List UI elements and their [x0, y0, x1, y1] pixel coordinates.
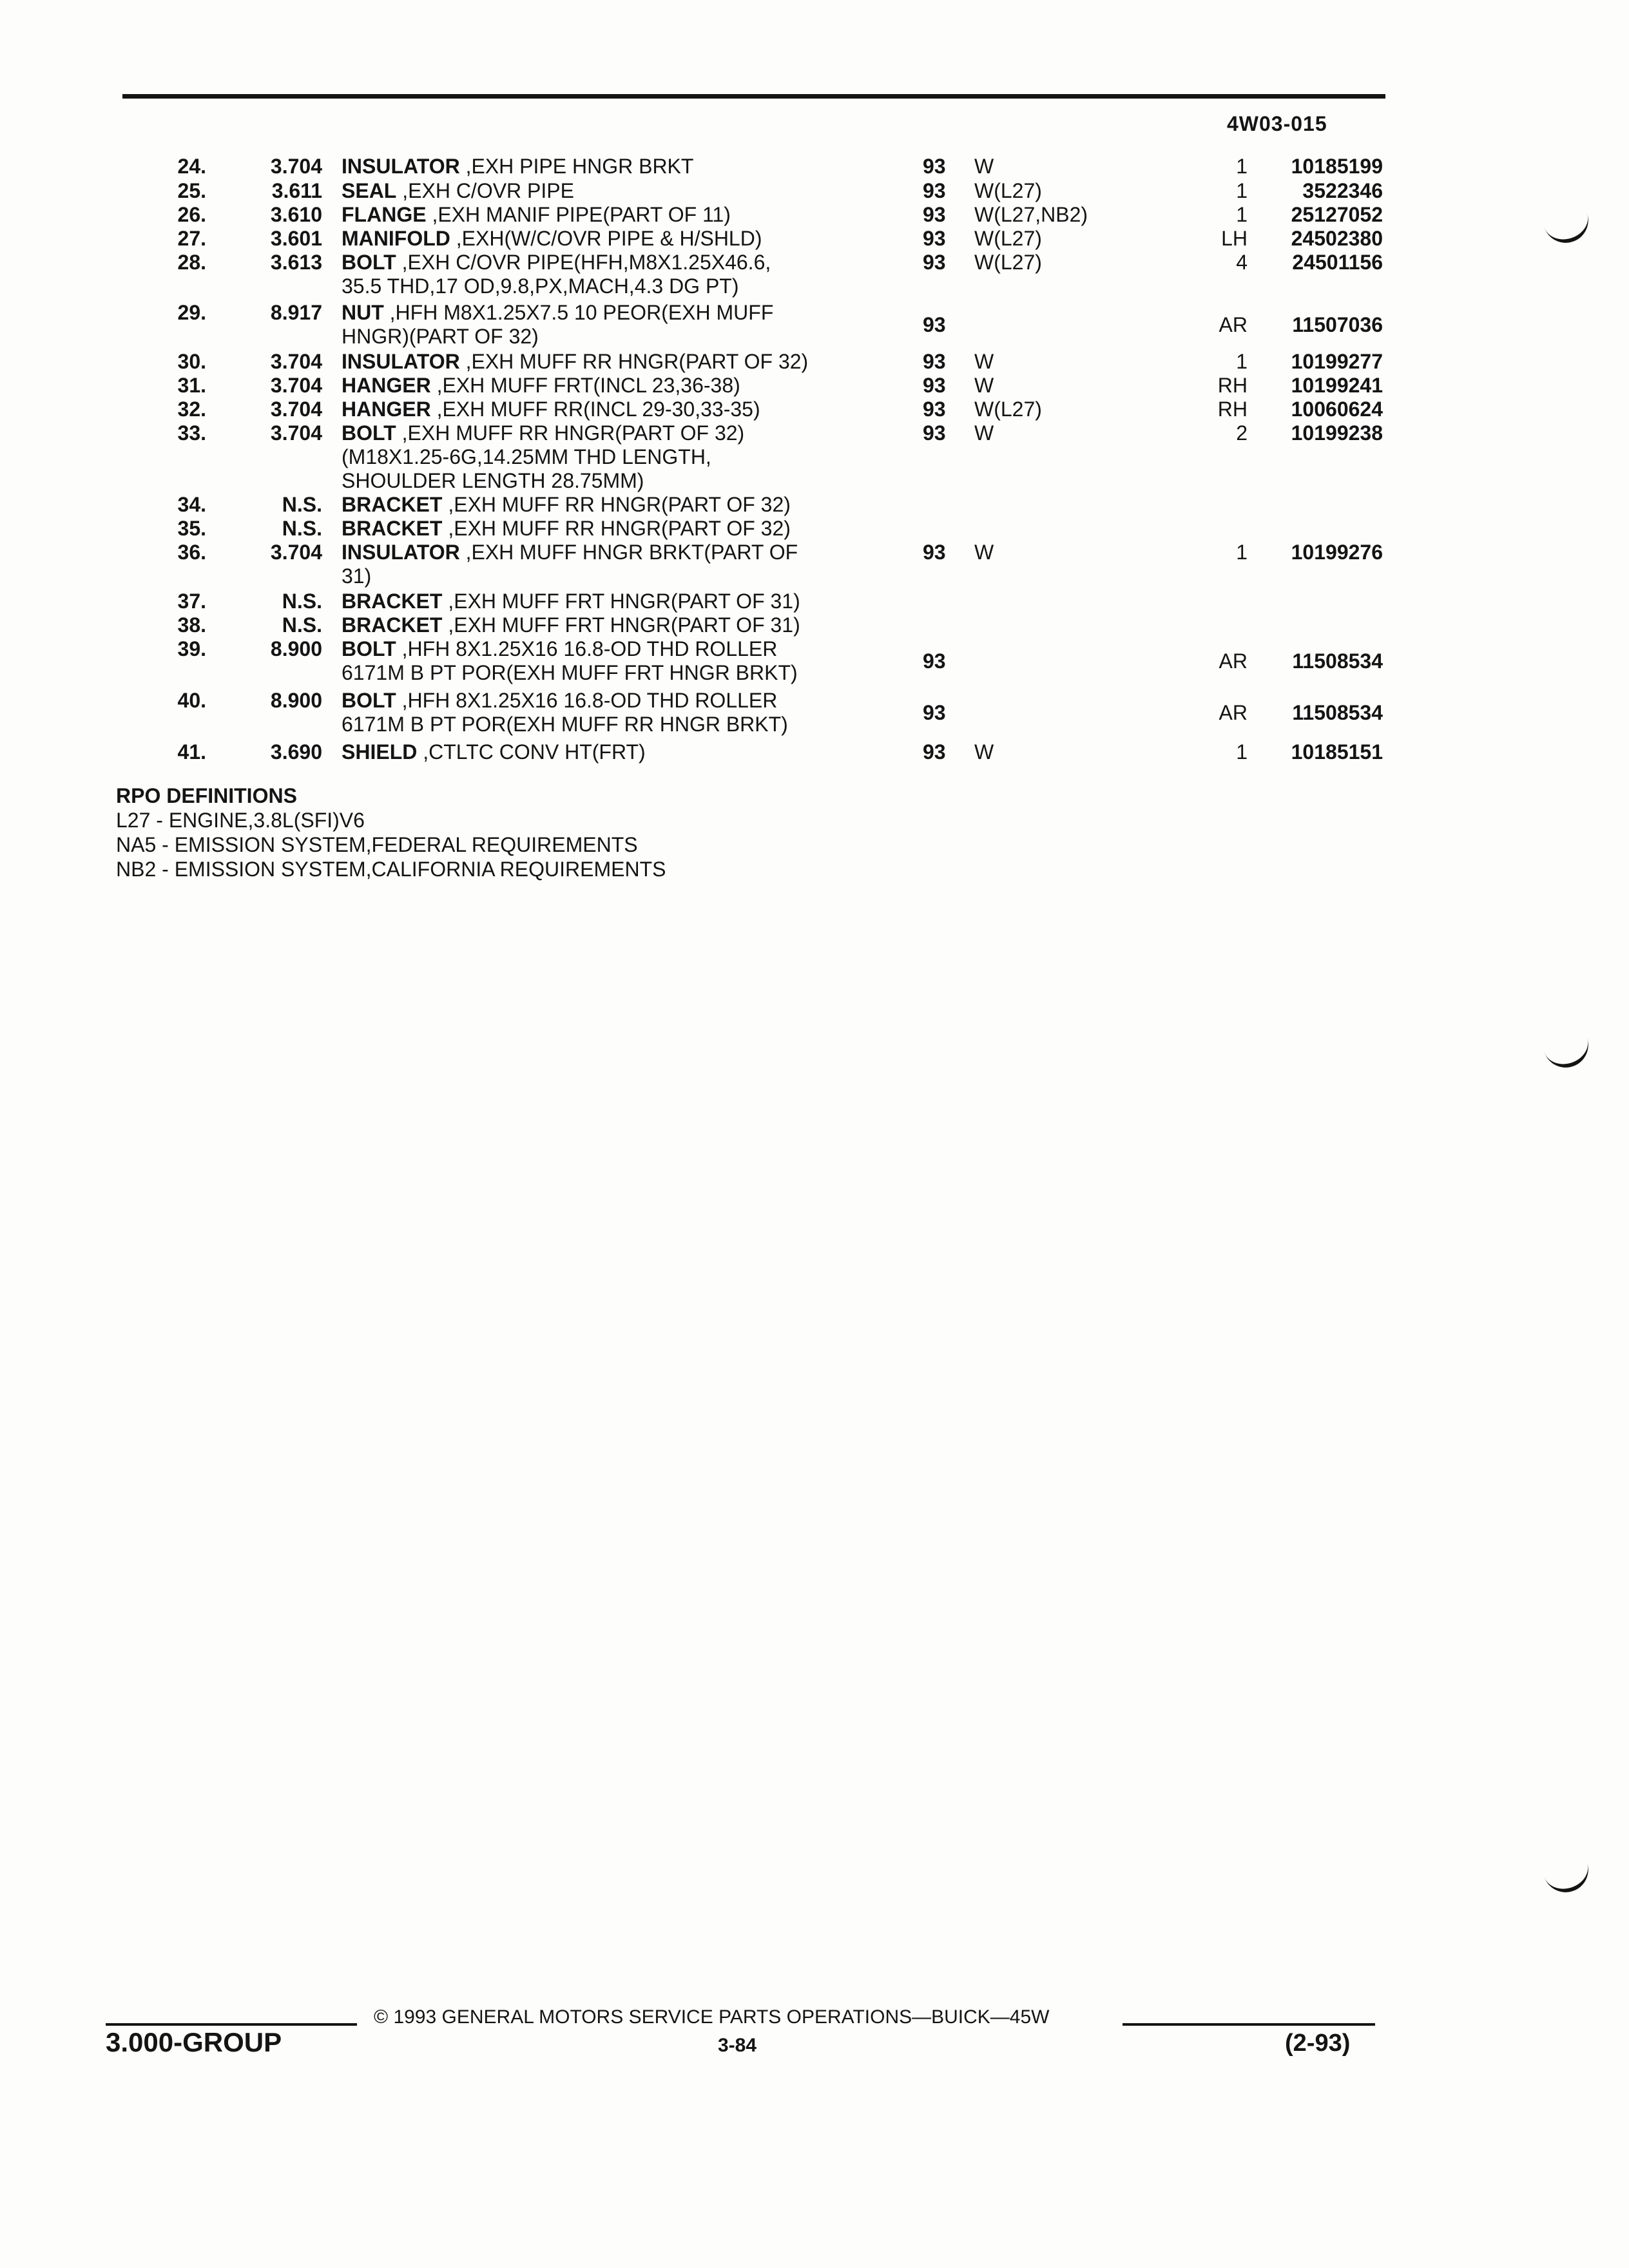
rpo-definition-item: L27 - ENGINE,3.8L(SFI)V6: [116, 809, 365, 832]
ref-number: 33.: [177, 421, 206, 445]
ref-number: 24.: [177, 155, 206, 178]
part-description: [342, 374, 740, 398]
description-line: [342, 689, 788, 713]
group-number: 3.704: [270, 350, 322, 373]
group-number: 8.917: [270, 301, 322, 324]
binder-hole-mark: [1544, 1037, 1594, 1073]
part-name: BRACKET: [342, 493, 443, 516]
group-number: 3.704: [270, 374, 322, 397]
part-row: [0, 251, 1629, 298]
part-name: BOLT: [342, 689, 396, 712]
rpo-code: W(L27): [974, 179, 1042, 202]
footer-rule-left: [106, 2023, 357, 2026]
part-number: 10185151: [1291, 740, 1383, 764]
part-row: [0, 301, 1629, 349]
part-row: [0, 398, 1629, 421]
part-name: BOLT: [342, 421, 396, 445]
part-row: [0, 350, 1629, 374]
quantity: RH: [1217, 374, 1248, 397]
model-year: 93: [923, 398, 946, 421]
group-number: 3.611: [271, 179, 322, 202]
description-line: [342, 517, 791, 541]
rpo-code: W: [974, 421, 994, 445]
part-description: [342, 179, 574, 203]
footer-rule-right: [1123, 2023, 1375, 2026]
part-description: [342, 251, 771, 298]
model-year: 93: [923, 251, 946, 274]
description-text: ,EXH C/OVR PIPE: [396, 179, 574, 202]
description-line: [342, 301, 773, 325]
description-line: [342, 350, 808, 374]
rpo-code: W(L27,NB2): [974, 203, 1088, 226]
group-number: 3.704: [270, 155, 322, 178]
part-name: BOLT: [342, 251, 396, 274]
part-description: [342, 155, 693, 178]
part-name: SEAL: [342, 179, 397, 202]
model-year: 93: [923, 541, 946, 564]
description-text: ,HFH 8X1.25X16 16.8-OD THD ROLLER: [396, 689, 778, 712]
model-year: 93: [923, 227, 946, 250]
description-line: [342, 541, 798, 564]
rpo-code: W: [974, 374, 994, 397]
part-description: [342, 689, 788, 736]
quantity: LH: [1221, 227, 1248, 250]
part-description: [342, 493, 791, 517]
part-row: [0, 493, 1629, 517]
ref-number: 29.: [177, 301, 206, 324]
description-line: [342, 227, 762, 251]
description-line: [342, 493, 791, 517]
part-description: [342, 203, 731, 227]
group-number: N.S.: [282, 590, 322, 613]
rpo-definition-item: NA5 - EMISSION SYSTEM,FEDERAL REQUIREMENTS: [116, 833, 638, 856]
description-line: [342, 590, 800, 613]
part-row: [0, 227, 1629, 251]
part-name: NUT: [342, 301, 384, 324]
ref-number: 31.: [177, 374, 206, 397]
part-name: FLANGE: [342, 203, 427, 226]
part-name: INSULATOR: [342, 155, 460, 178]
rpo-definitions-title: RPO DEFINITIONS: [116, 784, 297, 807]
rpo-code: W: [974, 155, 994, 178]
part-row: [0, 517, 1629, 541]
part-name: HANGER: [342, 374, 431, 397]
ref-number: 41.: [177, 740, 206, 764]
description-text: ,EXH MUFF FRT HNGR(PART OF 31): [442, 613, 800, 637]
quantity: 1: [1236, 350, 1248, 373]
part-name: BRACKET: [342, 590, 443, 613]
part-row: [0, 541, 1629, 588]
group-number: 3.704: [270, 398, 322, 421]
description-line: [342, 203, 731, 227]
description-line: [342, 613, 800, 637]
description-text: ,HFH 8X1.25X16 16.8-OD THD ROLLER: [396, 637, 778, 660]
rpo-definitions: [116, 783, 666, 881]
footer-revision: (2-93): [1285, 2030, 1351, 2057]
group-number: 8.900: [270, 689, 322, 712]
quantity: AR: [1219, 312, 1248, 336]
part-name: SHIELD: [342, 740, 418, 764]
model-year: 93: [923, 421, 946, 445]
part-number: 10060624: [1291, 398, 1383, 421]
description-line: [342, 740, 646, 764]
part-number: 10185199: [1291, 155, 1383, 178]
description-line: [342, 564, 798, 588]
description-text: ,EXH MUFF FRT(INCL 23,36-38): [430, 374, 740, 397]
rpo-code: W: [974, 541, 994, 564]
rpo-code: W: [974, 740, 994, 764]
group-number: 3.613: [270, 251, 322, 274]
description-text: 6171M B PT POR(EXH MUFF RR HNGR BRKT): [342, 713, 788, 736]
description-line: [342, 398, 760, 421]
part-row: [0, 203, 1629, 227]
part-row: [0, 155, 1629, 178]
description-text: (M18X1.25-6G,14.25MM THD LENGTH,: [342, 445, 711, 468]
ref-number: 26.: [177, 203, 206, 226]
model-year: 93: [923, 350, 946, 373]
group-number: 3.690: [270, 740, 322, 764]
ref-number: 39.: [177, 637, 206, 660]
ref-number: 34.: [177, 493, 206, 516]
part-row: [0, 613, 1629, 637]
part-name: INSULATOR: [342, 350, 460, 373]
rpo-code: W(L27): [974, 227, 1042, 250]
footer-copyright: © 1993 GENERAL MOTORS SERVICE PARTS OPERATIONS—BUICK—45W: [374, 2006, 1050, 2028]
description-line: [342, 374, 740, 398]
description-text: ,EXH MUFF RR HNGR(PART OF 32): [442, 493, 791, 516]
rpo-code: W: [974, 350, 994, 373]
description-text: 35.5 THD,17 OD,9.8,PX,MACH,4.3 DG PT): [342, 274, 739, 298]
part-number: 10199276: [1291, 541, 1383, 564]
description-text: ,CTLTC CONV HT(FRT): [417, 740, 646, 764]
description-line: [342, 421, 744, 445]
ref-number: 36.: [177, 541, 206, 564]
part-name: BOLT: [342, 637, 396, 660]
model-year: 93: [923, 155, 946, 178]
part-row: [0, 590, 1629, 613]
quantity: 1: [1236, 203, 1248, 226]
part-number: 24501156: [1292, 251, 1383, 274]
part-number: 11507036: [1292, 312, 1383, 336]
part-name: INSULATOR: [342, 541, 460, 564]
description-line: [342, 325, 773, 349]
part-name: BRACKET: [342, 517, 443, 540]
part-number: 10199238: [1291, 421, 1383, 445]
footer-group-label: 3.000-GROUP: [106, 2027, 282, 2057]
part-number: 11508534: [1292, 649, 1383, 673]
ref-number: 27.: [177, 227, 206, 250]
part-description: [342, 398, 760, 421]
description-text: ,EXH PIPE HNGR BRKT: [459, 155, 694, 178]
part-row: [0, 689, 1629, 736]
description-line: [342, 713, 788, 736]
part-description: [342, 637, 798, 685]
part-description: [342, 541, 798, 588]
model-year: 93: [923, 649, 946, 673]
quantity: 1: [1236, 179, 1248, 202]
ref-number: 25.: [177, 179, 206, 202]
part-number: 11508534: [1292, 700, 1383, 724]
ref-number: 28.: [177, 251, 206, 274]
part-number: 10199241: [1291, 374, 1383, 397]
description-text: 31): [342, 564, 372, 588]
ref-number: 37.: [177, 590, 206, 613]
top-rule: [122, 94, 1385, 99]
part-row: [0, 421, 1629, 493]
group-number: 3.610: [270, 203, 322, 226]
description-text: ,EXH MANIF PIPE(PART OF 11): [426, 203, 731, 226]
part-description: [342, 421, 744, 493]
quantity: RH: [1217, 398, 1248, 421]
description-line: [342, 155, 693, 178]
part-description: [342, 590, 800, 613]
description-text: ,EXH C/OVR PIPE(HFH,M8X1.25X46.6,: [396, 251, 771, 274]
quantity: 4: [1236, 251, 1248, 274]
description-text: ,EXH(W/C/OVR PIPE & H/SHLD): [450, 227, 762, 250]
part-row: [0, 179, 1629, 203]
description-line: [342, 637, 798, 661]
description-text: ,EXH MUFF FRT HNGR(PART OF 31): [442, 590, 800, 613]
model-year: 93: [923, 203, 946, 226]
group-number: 3.601: [270, 227, 322, 250]
part-description: [342, 613, 800, 637]
group-number: N.S.: [282, 613, 322, 637]
description-line: [342, 469, 744, 493]
ref-number: 35.: [177, 517, 206, 540]
quantity: AR: [1219, 700, 1248, 724]
part-description: [342, 227, 762, 251]
model-year: 93: [923, 740, 946, 764]
ref-number: 40.: [177, 689, 206, 712]
quantity: 2: [1236, 421, 1248, 445]
description-text: ,EXH MUFF RR(INCL 29-30,33-35): [430, 398, 760, 421]
part-number: 3522346: [1302, 179, 1383, 202]
ref-number: 30.: [177, 350, 206, 373]
ref-number: 32.: [177, 398, 206, 421]
group-number: N.S.: [282, 517, 322, 540]
group-number: 8.900: [270, 637, 322, 660]
part-number: 24502380: [1291, 227, 1383, 250]
part-name: MANIFOLD: [342, 227, 450, 250]
part-row: [0, 637, 1629, 685]
part-description: [342, 517, 791, 541]
quantity: AR: [1219, 649, 1248, 673]
binder-hole-mark: [1544, 1862, 1594, 1898]
part-description: [342, 301, 773, 349]
description-text: HNGR)(PART OF 32): [342, 325, 539, 348]
description-text: SHOULDER LENGTH 28.75MM): [342, 469, 644, 492]
quantity: 1: [1236, 541, 1248, 564]
group-number: 3.704: [270, 421, 322, 445]
part-description: [342, 740, 646, 764]
rpo-code: W(L27): [974, 251, 1042, 274]
description-line: [342, 445, 744, 469]
description-line: [342, 274, 771, 298]
description-text: 6171M B PT POR(EXH MUFF FRT HNGR BRKT): [342, 661, 798, 684]
part-name: BRACKET: [342, 613, 443, 637]
description-text: ,EXH MUFF RR HNGR(PART OF 32): [459, 350, 809, 373]
part-number: 25127052: [1291, 203, 1383, 226]
rpo-definition-item: NB2 - EMISSION SYSTEM,CALIFORNIA REQUIREMENTS: [116, 858, 666, 881]
model-year: 93: [923, 374, 946, 397]
group-number: N.S.: [282, 493, 322, 516]
description-text: ,EXH MUFF HNGR BRKT(PART OF: [459, 541, 798, 564]
ref-number: 38.: [177, 613, 206, 637]
quantity: 1: [1236, 740, 1248, 764]
part-row: [0, 374, 1629, 398]
part-description: [342, 350, 808, 374]
model-year: 93: [923, 312, 946, 336]
quantity: 1: [1236, 155, 1248, 178]
description-text: ,HFH M8X1.25X7.5 10 PEOR(EXH MUFF: [383, 301, 774, 324]
rpo-code: W(L27): [974, 398, 1042, 421]
part-name: HANGER: [342, 398, 431, 421]
description-line: [342, 179, 574, 203]
part-number: 10199277: [1291, 350, 1383, 373]
group-number: 3.704: [270, 541, 322, 564]
description-line: [342, 661, 798, 685]
description-line: [342, 251, 771, 274]
part-row: [0, 740, 1629, 764]
page-code: 4W03-015: [1227, 112, 1327, 135]
description-text: ,EXH MUFF RR HNGR(PART OF 32): [442, 517, 791, 540]
footer-page-number: 3-84: [718, 2035, 757, 2056]
description-text: ,EXH MUFF RR HNGR(PART OF 32): [396, 421, 745, 445]
model-year: 93: [923, 179, 946, 202]
model-year: 93: [923, 700, 946, 724]
